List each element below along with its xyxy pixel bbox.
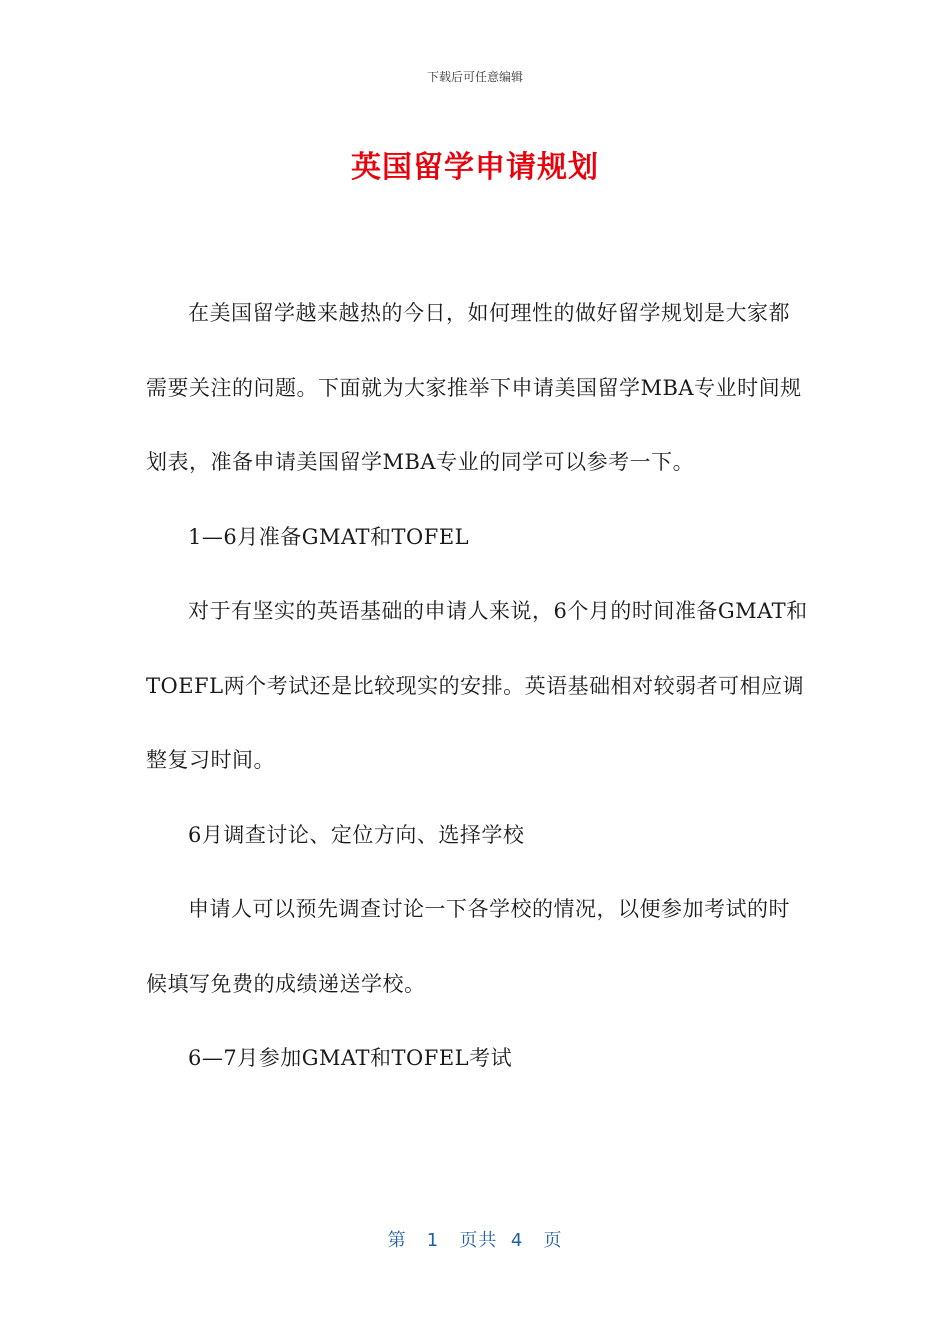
document-body (146, 276, 808, 1096)
footer-prefix: 第 (387, 1230, 407, 1251)
footer-middle: 页共 (459, 1230, 498, 1251)
paragraph-research: 申请人可以预先调查讨论一下各学校的情况，以便参加考试的时候填写免费的成绩递送学校。 (146, 897, 790, 996)
paragraph-intro: 在美国留学越来越热的今日，如何理性的做好留学规划是大家都需要关注的问题。下面就为大家推举下申请美国留学MBA专业时间规划表，准备申请美国留学MBA专业的同学可以参考一下。 (146, 301, 802, 474)
paragraph-heading-exam: 6—7月参加GMAT和TOFEL考试 (188, 1046, 513, 1070)
paragraph-heading-research: 6月调查讨论、定位方向、选择学校 (188, 822, 525, 847)
page-footer (0, 1226, 950, 1252)
footer-total-pages: 4 (510, 1230, 524, 1251)
paragraph-gmat-prep: 对于有坚实的英语基础的申请人来说，6个月的时间准备GMAT和TOEFL两个考试还是比较现实的安排。英语基础相对较弱者可相应调整复习时间。 (146, 599, 808, 772)
header-note: 下载后可任意编辑 (426, 70, 523, 84)
document-title: 英国留学申请规划 (351, 150, 599, 185)
footer-current-page: 1 (426, 1230, 440, 1251)
paragraph-heading-gmat-prep: 1—6月准备GMAT和TOFEL (188, 524, 470, 549)
footer-suffix: 页 (543, 1230, 563, 1251)
